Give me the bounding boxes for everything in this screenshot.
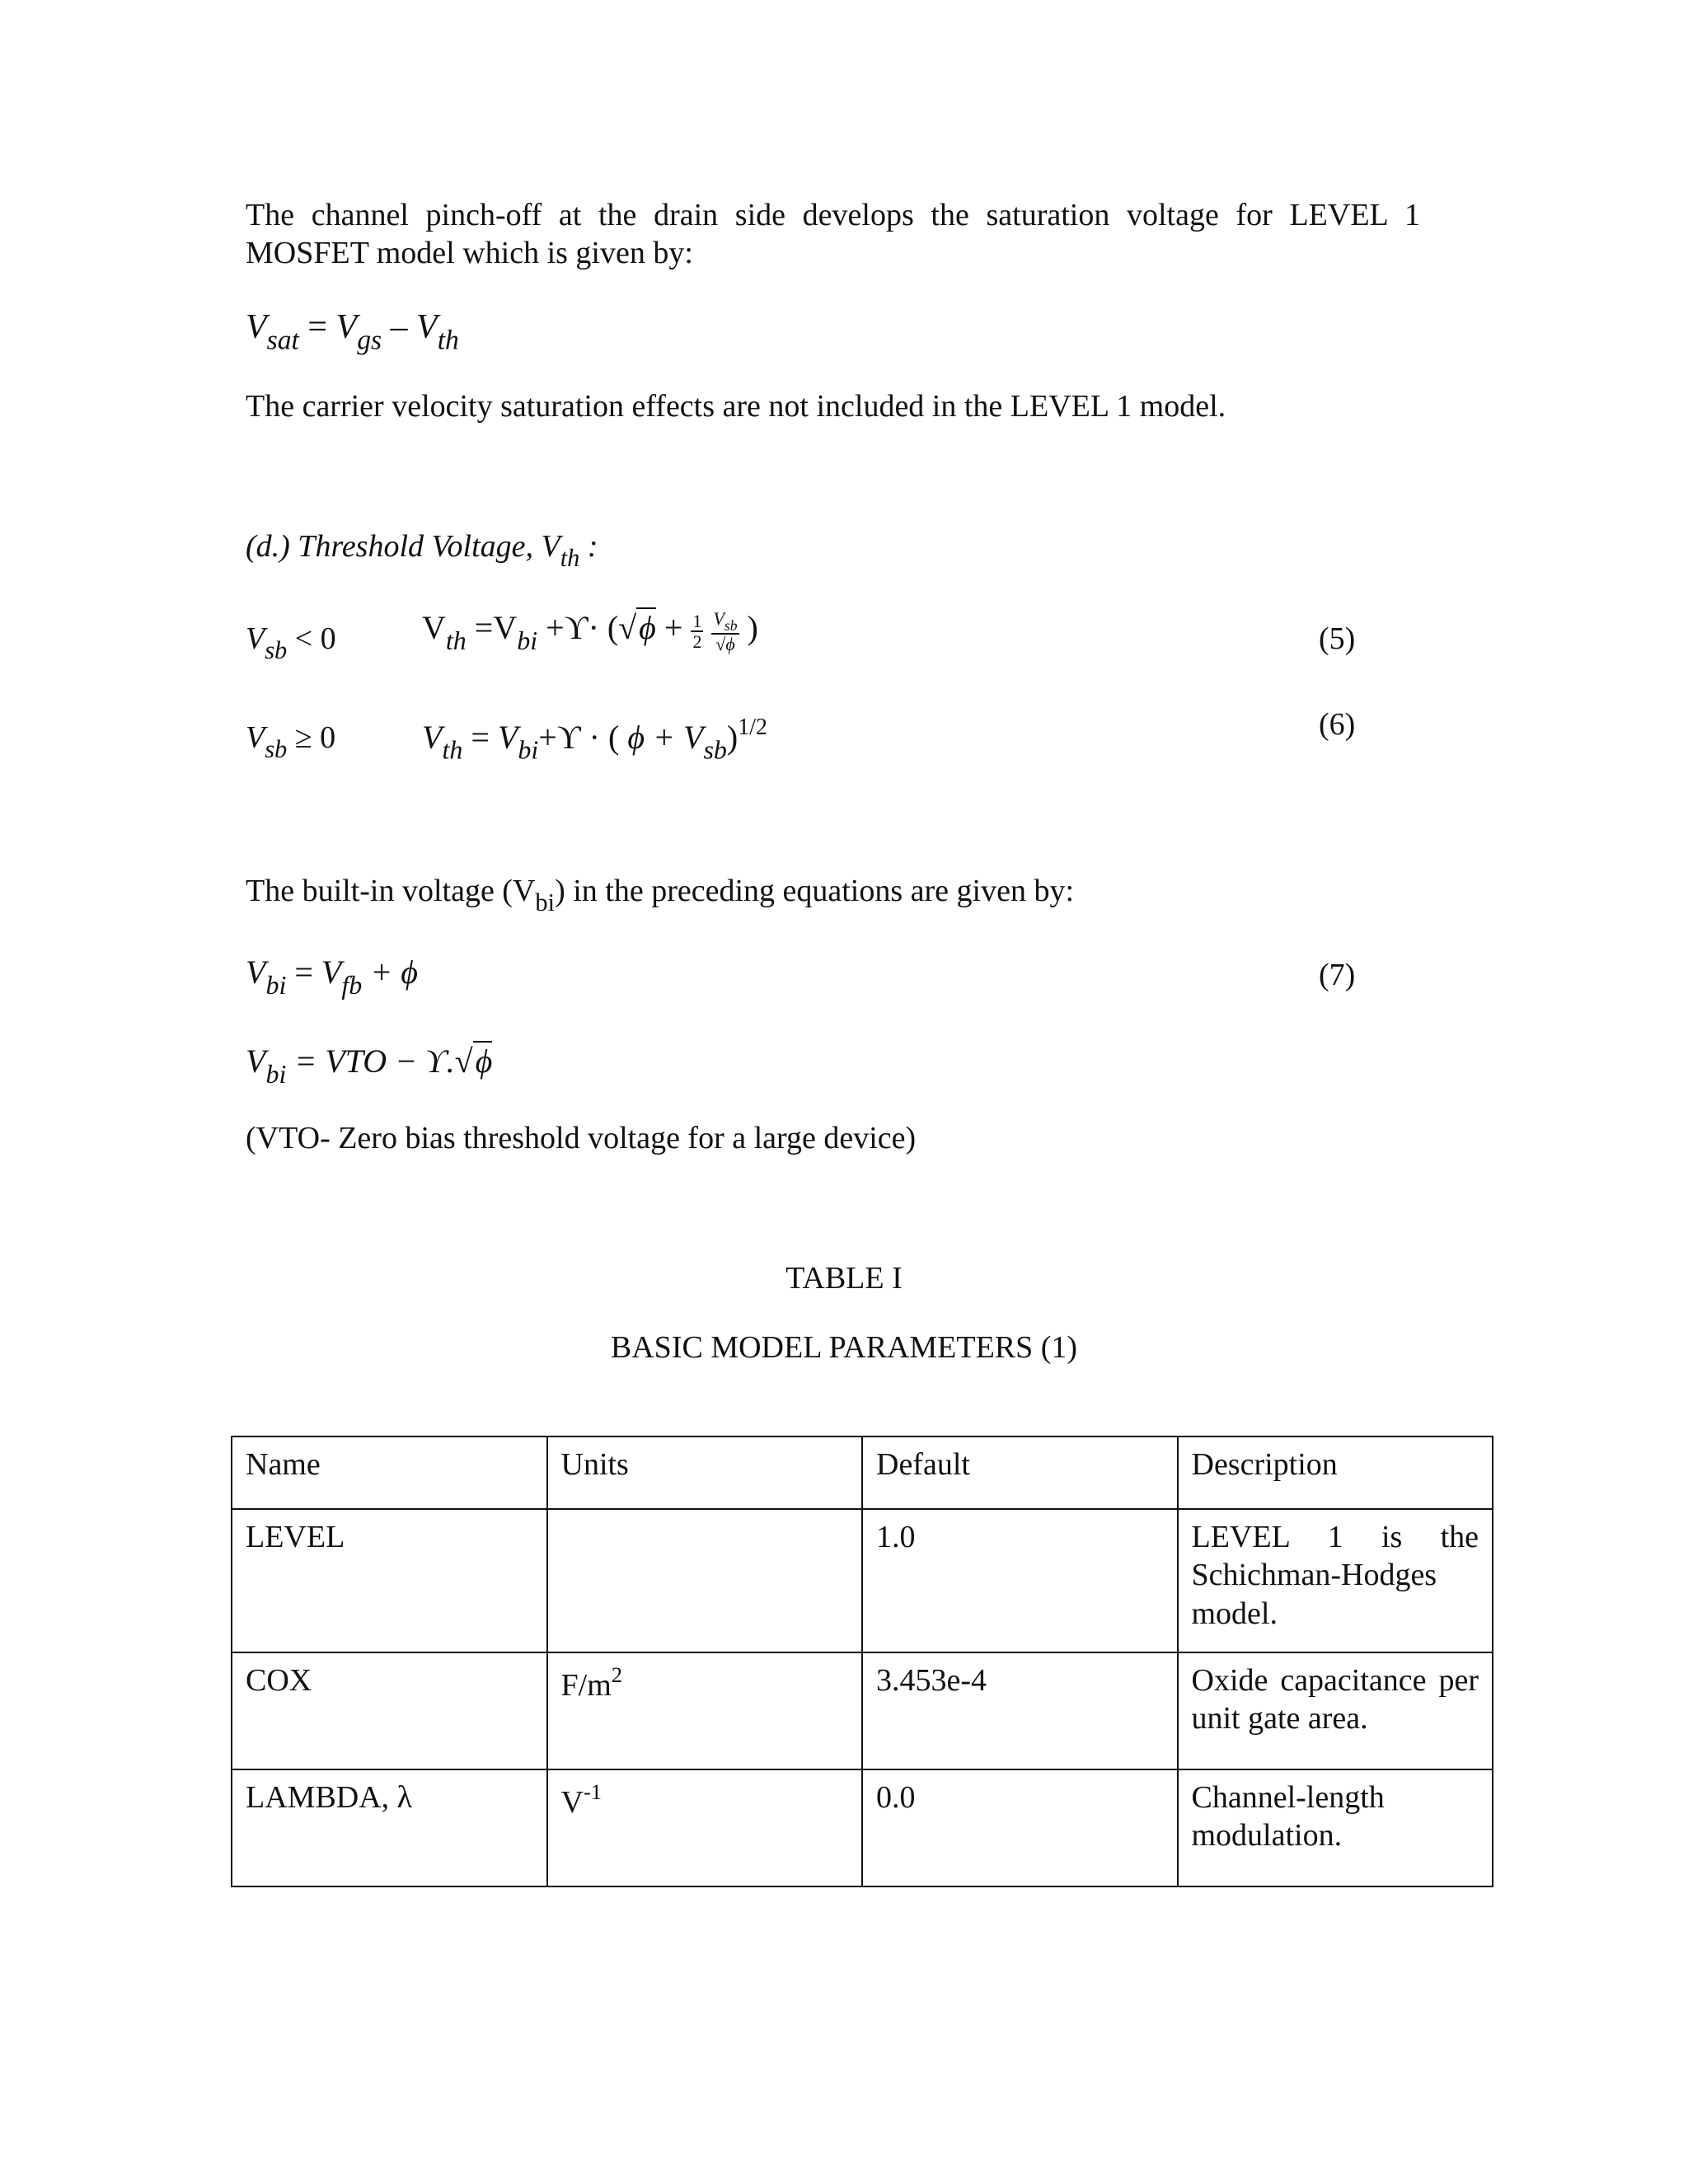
vsat-minus: – [390,308,408,346]
eq5-condition-rel: < 0 [287,621,336,656]
table-row [232,1769,1493,1886]
table-caption-number: TABLE I [785,1261,903,1296]
vto-lhs-sub: bi [265,1058,287,1089]
eq5-number: (5) [1319,621,1356,656]
builtin-intro [246,872,1420,918]
row-cox-units-text: F/m [560,1667,612,1703]
header-units: Units [547,1436,863,1509]
eq5-lhs: V [422,609,446,646]
eq5-equals: = [474,609,494,646]
eq5-lhs-sub: th [445,625,467,655]
eq5-sqrt-sign: √ [618,609,637,646]
eq7-number: (7) [1319,958,1356,992]
header-description: Description [1178,1436,1493,1509]
eq7-rest: + ϕ [370,954,418,991]
eq7-equals: = [294,954,313,991]
table-header-row [232,1436,1493,1509]
eq5-frac2-den-phi: ϕ [725,634,735,655]
vsat-equation [246,307,459,358]
eq6-vsb-sub: sb [703,734,727,765]
eq5-close: ) [747,609,758,646]
vsat-lhs: V [246,308,267,346]
intro-paragraph [246,196,1420,273]
vto-equation [246,1042,492,1090]
vsat-vth-sub: th [437,325,459,356]
eq5-condition-sub: sb [265,636,288,665]
eq6-number: (6) [1319,707,1356,742]
eq7-lhs-sub: bi [265,969,287,1000]
table-row [232,1509,1493,1652]
eq6-gamma: +ϒ · ( [538,718,620,756]
row-lambda-description: Channel-length modulation. [1178,1769,1493,1886]
builtin-intro-post: ) in the preceding equations are given by: [555,874,1075,908]
eq6-condition-rel: ≥ 0 [287,720,336,755]
intro-line-1: The channel pinch-off at the drain side develops the saturation voltage for LEVEL 1 [246,198,1420,232]
row-level-units [547,1509,863,1652]
header-default: Default [862,1436,1178,1509]
eq5-open: ( [607,609,619,646]
eq5-frac-num: 1 [692,610,702,631]
table-row [232,1652,1493,1769]
row-lambda-name: LAMBDA, λ [232,1769,547,1886]
builtin-intro-sub: bi [535,888,556,917]
eq7-vfb: V [321,954,342,991]
builtin-intro-pre: The built-in voltage (V [246,874,536,908]
threshold-heading [246,527,598,574]
row-cox-units [547,1652,863,1769]
row-level-default: 1.0 [862,1509,1178,1652]
vsat-equals: = [307,308,328,346]
eq5-phi: ϕ [636,607,656,646]
row-lambda-default: 0.0 [862,1769,1178,1886]
row-level-name: LEVEL [232,1509,547,1652]
eq5-condition [246,620,336,666]
eq5-frac2-den: √ϕ [715,634,735,655]
row-cox-name: COX [232,1652,547,1769]
threshold-heading-text: (d.) Threshold Voltage, V [246,529,560,564]
threshold-heading-colon: : [587,529,598,564]
eq6-condition-sub: sb [265,735,288,764]
vto-lhs: V [246,1043,266,1080]
row-lambda-units-sup: -1 [583,1779,603,1804]
threshold-heading-sub: th [560,544,580,573]
eq6-close: ) [726,718,738,756]
table-caption-title: BASIC MODEL PARAMETERS (1) [610,1330,1078,1365]
eq5-frac2-num-sub: sb [724,616,738,634]
row-cox-default: 3.453e-4 [862,1652,1178,1769]
eq6-formula [422,714,767,766]
vto-rest: = VTO − ϒ. [286,1043,455,1080]
eq6-lhs: V [422,718,443,756]
eq5-gamma: +ϒ· [546,609,599,646]
eq7-lhs: V [246,954,266,991]
eq5-frac2-num-v: V [713,607,724,629]
vsat-lhs-sub: sat [266,325,299,356]
row-level-description: LEVEL 1 is the Schichman-Hodges model. [1178,1509,1493,1652]
vsat-vgs-sub: gs [357,325,382,356]
eq7-formula [246,953,418,1001]
intro-line-2: MOSFET model which is given by: [246,236,693,271]
eq7-vfb-sub: fb [341,969,363,1000]
header-name: Name [232,1436,547,1509]
eq6-equals: = [471,718,490,756]
eq5-fraction-vsb [711,609,738,654]
vsat-vth: V [416,308,438,346]
eq5-condition-v: V [246,621,265,656]
eq5-frac-den: 2 [692,630,702,652]
parameters-table [231,1436,1493,1887]
eq5-vbi-sub: bi [517,625,538,655]
row-cox-units-sup: 2 [611,1662,623,1687]
eq5-plus: + [663,609,683,646]
eq6-lhs-sub: th [442,734,463,765]
eq5-frac2-num [711,609,738,635]
vto-phi: ϕ [473,1041,493,1080]
eq6-vbi-sub: bi [518,734,539,765]
eq5-fraction-half [691,612,703,651]
eq6-exponent: 1/2 [738,715,768,740]
vsat-vgs: V [335,308,358,346]
vto-note: (VTO- Zero bias threshold voltage for a large device) [246,1121,917,1155]
eq6-phi: ϕ + V [627,718,704,756]
row-lambda-units-text: V [560,1784,584,1820]
vto-sqrt-sign: √ [454,1043,473,1080]
row-lambda-units [547,1769,863,1886]
eq5-formula [422,608,758,657]
eq6-vbi: V [497,718,518,756]
row-cox-description: Oxide capacitance per unit gate area. [1178,1652,1493,1769]
velocity-note: The carrier velocity saturation effects are not included in the LEVEL 1 model. [246,389,1226,424]
eq6-condition [246,719,335,765]
eq5-vbi: V [493,609,518,646]
eq6-condition-v: V [246,720,265,755]
